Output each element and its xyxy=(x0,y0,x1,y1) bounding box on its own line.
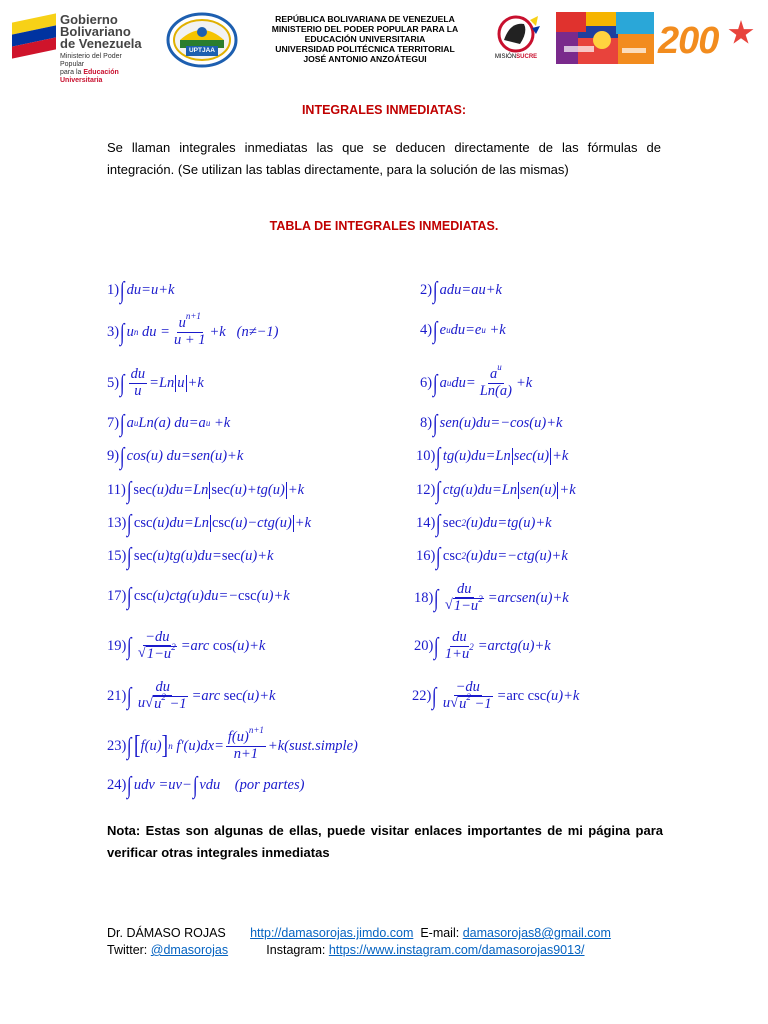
gob-logo-line3: de Venezuela xyxy=(60,36,142,51)
formula-15: 15) ∫ sec (u)tg(u)du= sec (u)+k xyxy=(107,544,274,570)
gob-logo-sub1: Ministerio del Poder Popular xyxy=(60,53,122,68)
author-name: Dr. DÁMASO ROJAS xyxy=(107,926,226,940)
email-link[interactable]: damasorojas8@gmail.com xyxy=(462,926,611,940)
uptjaa-logo-text: UPTJAA xyxy=(186,46,218,56)
formula-5: 5) ∫ du u =Ln u +k xyxy=(107,366,204,399)
formula-19: 19) ∫ −du √ $1-u^2$ =arc cos (u)+k xyxy=(107,628,266,662)
formula-18: 18) ∫ du √ $1-u^2$ =arcsen(u)+k xyxy=(414,580,569,614)
page-title: INTEGRALES INMEDIATAS: xyxy=(301,103,467,117)
website-link[interactable]: http://damasorojas.jimdo.com xyxy=(250,926,414,940)
formula-17: 17) ∫ csc (u)ctg(u)du=− csc (u)+k xyxy=(107,584,290,610)
table-title: TABLA DE INTEGRALES INMEDIATAS. xyxy=(269,219,499,233)
intro-paragraph: Se llaman integrales inmediatas las que se deducen directamente de las fórmulas de integración. (Se utilizan las tablas directamente, para la solución de las mismas) xyxy=(107,140,661,177)
uptjaa-logo xyxy=(166,12,238,68)
formula-21: 21) ∫ du u √ $u^2 -1$ =arc sec (u)+k xyxy=(107,678,276,712)
institution-line: EDUCACIÓN UNIVERSITARIA xyxy=(304,34,426,44)
venezuela-flag-icon xyxy=(12,13,56,58)
formula-23: 23) ∫ [ f(u) ] n f′(u)dx= $f(u)^{n+1}$ n+1 +k(sust.simple) xyxy=(107,725,358,762)
formula-20: 20) ∫ du $1+u^2$ =arctg(u)+k xyxy=(414,629,551,662)
formula-6: 6) ∫ a u du= $a^u$ Ln(a) +k xyxy=(420,362,533,399)
formula-8: 8) ∫ sen(u)du=−cos(u)+k xyxy=(420,411,563,437)
mision-label: MISIÓN xyxy=(494,54,517,60)
formula-7: 7) ∫ a u Ln(a) du=a u +k xyxy=(107,411,231,437)
formula-12: 12) ∫ ctg(u)du=Ln sen(u) +k xyxy=(416,478,576,504)
formula-10: 10) ∫ tg(u)du=Ln sec(u) +k xyxy=(416,444,569,470)
formula-13: 13) ∫ csc (u)du=Ln csc(u)−ctg(u) +k xyxy=(107,511,312,537)
formula-3: 3) ∫ u n du = $u^{n+1}$ u + 1 +k (n≠−1) xyxy=(107,311,279,348)
gob-logo-line2: Bolivariano xyxy=(60,24,131,39)
anniversary-200-text: 200 xyxy=(658,20,719,62)
institution-header xyxy=(248,14,482,64)
email-label: E-mail: xyxy=(420,926,460,940)
gob-logo-sub2-prefix: para la xyxy=(60,69,82,76)
star-icon xyxy=(728,20,754,46)
instagram-link[interactable]: https://www.instagram.com/damasorojas9013/ xyxy=(328,943,585,957)
formula-14: 14) ∫ sec 2 (u)du=tg(u)+k xyxy=(416,511,552,537)
formula-9: 9) ∫ cos(u) du=sen(u)+k xyxy=(107,444,244,470)
institution-line: JOSÉ ANTONIO ANZOÁTEGUI xyxy=(303,54,427,64)
gob-logo-sub2-bold: Educación Universitaria xyxy=(60,69,119,84)
formula-16: 16) ∫ csc 2 (u)du=−ctg(u)+k xyxy=(416,544,568,570)
formula-1: 1) ∫ du=u+k xyxy=(107,278,175,304)
formula-4: 4) ∫ e u du=e u +k xyxy=(420,318,506,344)
institution-line: REPÚBLICA BOLIVARIANA DE VENEZUELA xyxy=(275,14,455,24)
institution-line: UNIVERSIDAD POLITÉCNICA TERRITORIAL xyxy=(275,44,455,54)
twitter-link[interactable]: @dmasorojas xyxy=(150,943,229,957)
instagram-label: Instagram: xyxy=(266,943,326,957)
formula-22: 22) ∫ −du u √ $u^2 -1$ = arc csc (u)+k xyxy=(412,678,580,712)
institution-line: MINISTERIO DEL PODER POPULAR PARA LA xyxy=(271,24,459,34)
formula-11: 11) ∫ sec (u)du=Ln sec(u)+tg(u) +k xyxy=(107,478,305,504)
bicentennial-200-logo xyxy=(658,16,760,66)
formula-24: 24) ∫ udv =uv− ∫ vdu (por partes) xyxy=(107,773,305,799)
gobierno-bolivariano-logo xyxy=(12,12,144,84)
gob-logo-line1: Gobierno xyxy=(60,12,118,27)
sucre-label: SUCRE xyxy=(516,54,538,60)
note-paragraph: Nota: Estas son algunas de ellas, puede visitar enlaces importantes de mi página para verificar otras integrales inmediatas xyxy=(107,823,663,860)
mision-sucre-logo xyxy=(490,14,542,66)
bicentennial-collage-logo xyxy=(556,12,654,64)
formula-2: 2) ∫ adu=au+k xyxy=(420,278,502,304)
twitter-label: Twitter: xyxy=(107,943,148,957)
footer xyxy=(107,925,611,959)
